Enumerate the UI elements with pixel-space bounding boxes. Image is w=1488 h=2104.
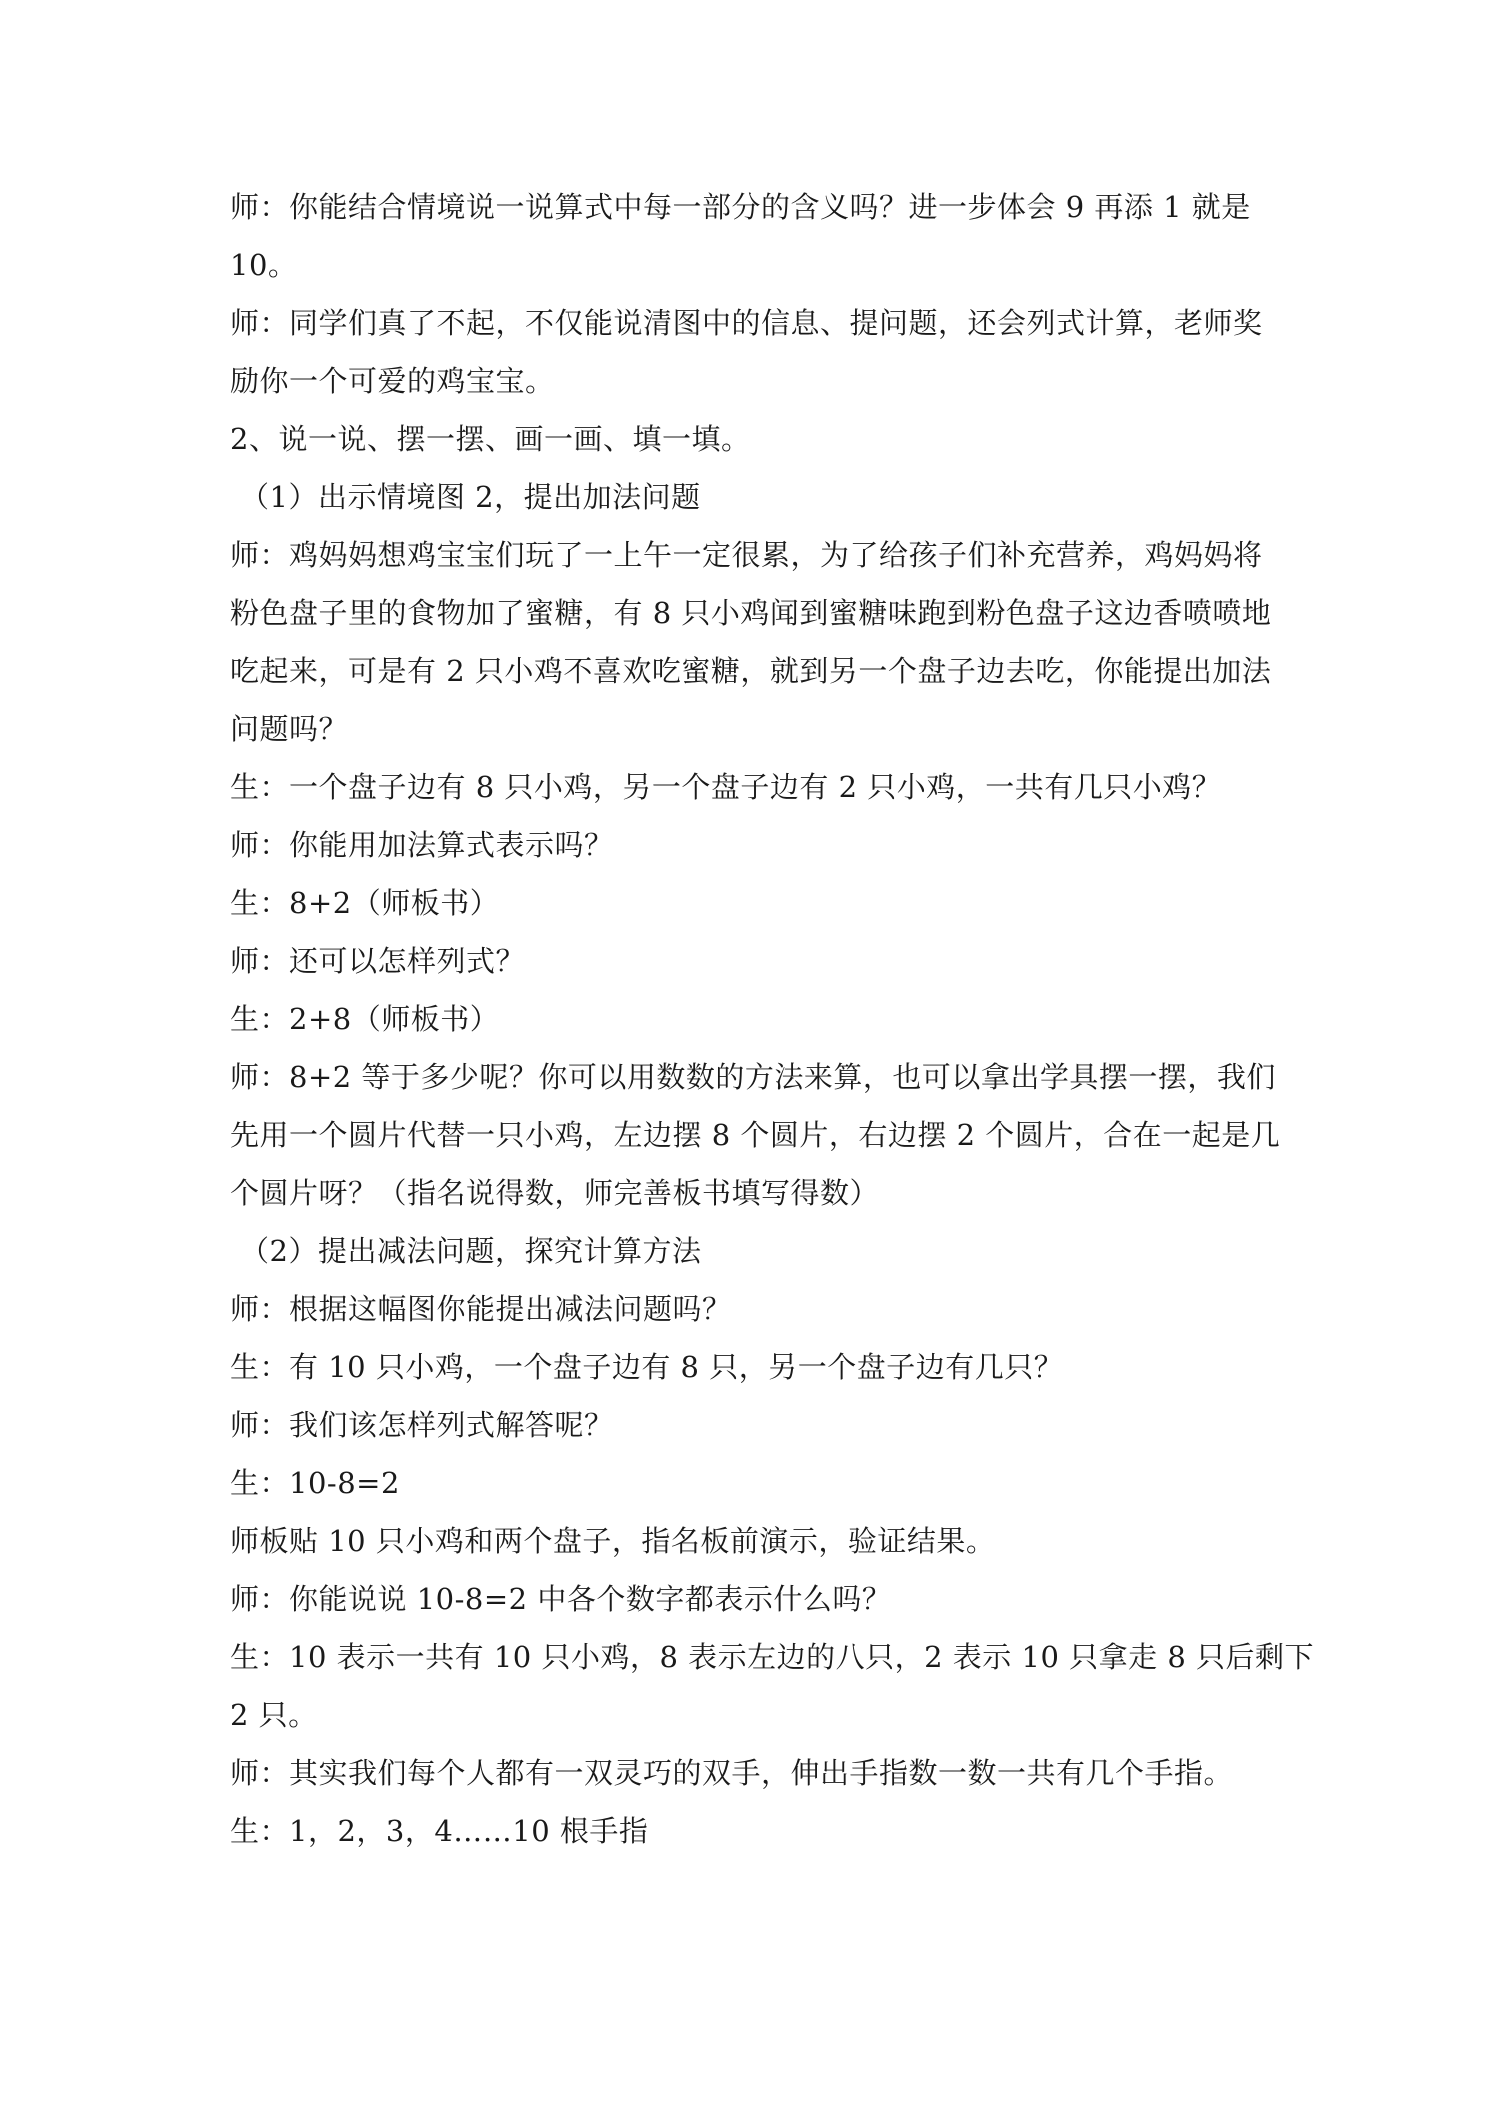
text-line: 个圆片呀？（指名说得数，师完善板书填写得数） — [230, 1176, 880, 1210]
text-line: 生：10 表示一共有 10 只小鸡，8 表示左边的八只，2 表示 10 只拿走 8 只后剩下 — [230, 1640, 1315, 1674]
text-line: 师：你能说说 10-8=2 中各个数字都表示什么吗？ — [230, 1582, 892, 1616]
text-line: 师：8+2 等于多少呢？你可以用数数的方法来算，也可以拿出学具摆一摆，我们 — [230, 1060, 1276, 1094]
section-heading: 2、说一说、摆一摆、画一画、填一填。 — [230, 422, 751, 456]
text-line: 师：其实我们每个人都有一双灵巧的双手，伸出手指数一数一共有几个手指。 — [230, 1756, 1234, 1790]
text-line: 生：一个盘子边有 8 只小鸡，另一个盘子边有 2 只小鸡，一共有几只小鸡？ — [230, 770, 1222, 804]
text-line: 师：同学们真了不起，不仅能说清图中的信息、提问题，还会列式计算，老师奖 — [230, 306, 1263, 340]
text-line: 粉色盘子里的食物加了蜜糖，有 8 只小鸡闻到蜜糖味跑到粉色盘子这边香喷喷地 — [230, 596, 1272, 630]
text-line: 师：你能用加法算式表示吗？ — [230, 828, 614, 862]
text-line: 2 只。 — [230, 1698, 318, 1732]
text-line: 师：鸡妈妈想鸡宝宝们玩了一上午一定很累，为了给孩子们补充营养，鸡妈妈将 — [230, 538, 1263, 572]
subsection-heading: （1）出示情境图 2，提出加法问题 — [240, 480, 701, 514]
document-body — [230, 178, 1315, 1860]
text-line: 生：1，2，3，4……10 根手指 — [230, 1814, 649, 1848]
text-line: 问题吗？ — [230, 712, 349, 746]
text-line: 先用一个圆片代替一只小鸡，左边摆 8 个圆片，右边摆 2 个圆片，合在一起是几 — [230, 1118, 1281, 1152]
text-line: 10。 — [230, 248, 298, 282]
text-line: 生：8+2（师板书） — [230, 886, 500, 920]
text-line: 师板贴 10 只小鸡和两个盘子，指名板前演示，验证结果。 — [230, 1524, 996, 1558]
text-line: 生：有 10 只小鸡，一个盘子边有 8 只，另一个盘子边有几只？ — [230, 1350, 1064, 1384]
text-line: 生：10-8=2 — [230, 1466, 400, 1500]
subsection-heading: （2）提出减法问题，探究计算方法 — [240, 1234, 702, 1268]
text-line: 生：2+8（师板书） — [230, 1002, 500, 1036]
text-line: 师：你能结合情境说一说算式中每一部分的含义吗？进一步体会 9 再添 1 就是 — [230, 190, 1251, 224]
text-line: 师：我们该怎样列式解答呢？ — [230, 1408, 614, 1442]
text-line: 师：根据这幅图你能提出减法问题吗？ — [230, 1292, 732, 1326]
text-line: 吃起来，可是有 2 只小鸡不喜欢吃蜜糖，就到另一个盘子边去吃，你能提出加法 — [230, 654, 1272, 688]
text-line: 师：还可以怎样列式？ — [230, 944, 526, 978]
text-line: 励你一个可爱的鸡宝宝。 — [230, 364, 555, 398]
